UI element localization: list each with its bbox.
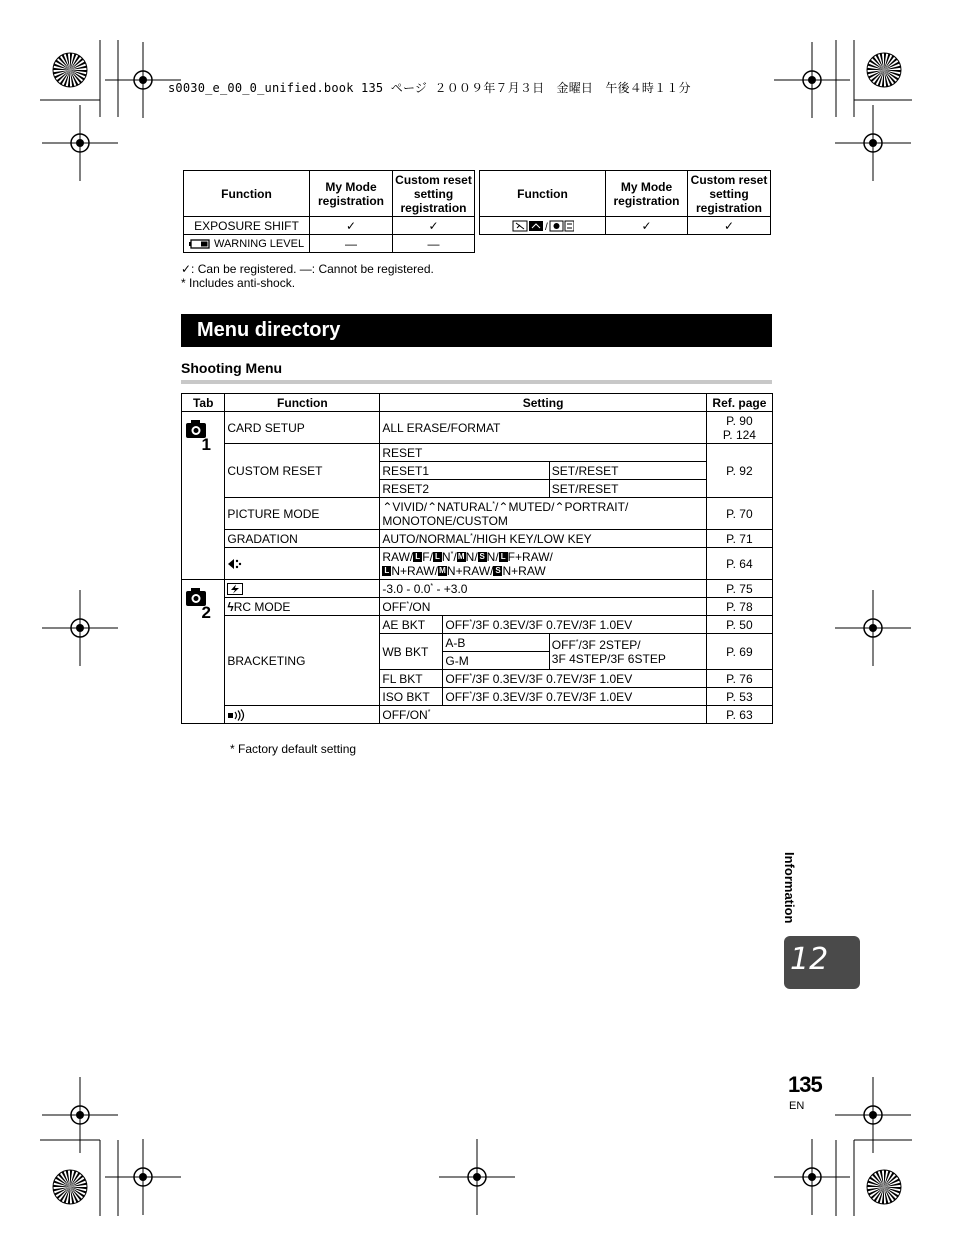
ref-cell: P. 63 bbox=[706, 706, 772, 724]
flash-icon: ϟ bbox=[227, 599, 234, 614]
setting-cell: OFF*/ON bbox=[380, 598, 706, 616]
ref-cell: P. 70 bbox=[706, 498, 772, 530]
setting-cell: AE BKT bbox=[380, 616, 443, 634]
side-label: Information bbox=[782, 852, 797, 924]
large-icon: L bbox=[499, 552, 508, 562]
my-mode-cell: ✓ bbox=[606, 217, 688, 235]
registration-table-left bbox=[183, 170, 475, 253]
ref-cell: P. 76 bbox=[706, 670, 772, 688]
function-record-mode bbox=[225, 548, 380, 580]
function-picture-mode: PICTURE MODE bbox=[225, 498, 380, 530]
table-row bbox=[480, 217, 771, 235]
function-bracketing: BRACKETING bbox=[225, 616, 380, 706]
medium-icon: M bbox=[457, 552, 465, 562]
setting-cell: G-M bbox=[443, 652, 549, 670]
registration-table-right bbox=[479, 170, 771, 235]
crosshair-dot bbox=[869, 1111, 877, 1119]
function-card-setup: CARD SETUP bbox=[225, 412, 380, 444]
custom-cell: — bbox=[393, 235, 475, 253]
setting-cell: RESET1 bbox=[380, 462, 549, 480]
setting-cell: FL BKT bbox=[380, 670, 443, 688]
tab-shooting-2 bbox=[182, 580, 225, 724]
legend-note: ✓: Can be registered. —: Cannot be registered. bbox=[181, 262, 434, 276]
small-icon: S bbox=[495, 566, 501, 576]
record-mode-icon bbox=[227, 558, 243, 570]
ref-cell: P. 90 P. 124 bbox=[706, 412, 772, 444]
setting-cell: OFF*/3F 2STEP/ 3F 4STEP/3F 6STEP bbox=[549, 634, 706, 670]
ref-cell: P. 78 bbox=[706, 598, 772, 616]
function-custom-reset: CUSTOM RESET bbox=[225, 444, 380, 498]
battery-icon bbox=[189, 239, 211, 249]
custom-cell: ✓ bbox=[688, 217, 771, 235]
picmode-4-icon: ⌃ bbox=[554, 499, 565, 514]
table-row bbox=[182, 412, 773, 444]
large-icon: L bbox=[382, 566, 391, 576]
section-title: Menu directory bbox=[197, 319, 341, 341]
setting-cell: RESET2 bbox=[380, 480, 549, 498]
crosshair-dot bbox=[869, 139, 877, 147]
chapter-number: 12 bbox=[790, 942, 829, 977]
setting-cell: A-B bbox=[443, 634, 549, 652]
col-setting: Setting bbox=[380, 394, 706, 412]
medium-icon: M bbox=[439, 566, 446, 576]
file-header-line: s0030_e_00_0_unified.book 135 ページ ２００９年７月３日 金曜日 午後４時１１分 bbox=[168, 81, 691, 95]
setting-cell: OFF*/3F 0.3EV/3F 0.7EV/3F 1.0EV bbox=[443, 688, 706, 706]
setting-cell: SET/RESET bbox=[549, 480, 706, 498]
subsection-title: Shooting Menu bbox=[181, 360, 283, 376]
picmode-3-icon: ⌃ bbox=[498, 499, 509, 514]
tab-shooting-1 bbox=[182, 412, 225, 580]
table-row bbox=[182, 530, 773, 548]
setting-cell: OFF/ON* bbox=[380, 706, 706, 724]
table-row bbox=[182, 580, 773, 598]
setting-cell: AUTO/NORMAL*/HIGH KEY/LOW KEY bbox=[380, 530, 706, 548]
chapter-tab bbox=[784, 936, 860, 989]
col-function: Function bbox=[480, 171, 606, 217]
ref-cell: P. 71 bbox=[706, 530, 772, 548]
table-row bbox=[184, 235, 475, 253]
picmode-1-icon: ⌃ bbox=[382, 499, 393, 514]
crosshair-dot bbox=[139, 1173, 147, 1181]
crosshair-dot bbox=[869, 624, 877, 632]
setting-cell: WB BKT bbox=[380, 634, 443, 670]
table-row bbox=[182, 444, 773, 462]
ref-cell: P. 75 bbox=[706, 580, 772, 598]
col-ref-page: Ref. page bbox=[706, 394, 772, 412]
custom-cell: ✓ bbox=[393, 217, 475, 235]
setting-cell: -3.0 - 0.0* - +3.0 bbox=[380, 580, 706, 598]
function-cell bbox=[184, 235, 310, 253]
setting-cell: OFF*/3F 0.3EV/3F 0.7EV/3F 1.0EV bbox=[443, 616, 706, 634]
beep-icon bbox=[227, 709, 245, 721]
setting-cell: ISO BKT bbox=[380, 688, 443, 706]
large-icon: L bbox=[433, 552, 442, 562]
ref-cell: P. 53 bbox=[706, 688, 772, 706]
col-my-mode: My Mode registration bbox=[310, 171, 393, 217]
table-row bbox=[182, 498, 773, 530]
setting-cell: OFF*/3F 0.3EV/3F 0.7EV/3F 1.0EV bbox=[443, 670, 706, 688]
function-beep bbox=[225, 706, 380, 724]
shooting-menu-table bbox=[181, 393, 773, 724]
table-row bbox=[182, 598, 773, 616]
setting-cell: SET/RESET bbox=[549, 462, 706, 480]
ref-cell: P. 50 bbox=[706, 616, 772, 634]
small-icon: S bbox=[479, 552, 485, 562]
ref-cell: P. 92 bbox=[706, 444, 772, 498]
tab-number: 1 bbox=[201, 435, 211, 454]
col-function: Function bbox=[184, 171, 310, 217]
table-row bbox=[182, 616, 773, 634]
my-mode-cell: ✓ bbox=[310, 217, 393, 235]
large-icon: L bbox=[413, 552, 422, 562]
subsection-rule bbox=[181, 380, 772, 384]
setting-cell: ⌃VIVID/⌃NATURAL*/⌃MUTED/⌃PORTRAIT/ MONOTONE/CUSTOM bbox=[380, 498, 706, 530]
ref-cell: P. 64 bbox=[706, 548, 772, 580]
function-rc-mode: ϟRC MODE bbox=[225, 598, 380, 616]
antishock-icons bbox=[512, 220, 574, 232]
setting-cell: RAW/ L F/ L N*/MN/ S N/ L F+RAW/ L N+RAW/MN+RAW/ S N+RAW bbox=[380, 548, 706, 580]
col-tab: Tab bbox=[182, 394, 225, 412]
col-my-mode: My Mode registration bbox=[606, 171, 688, 217]
picmode-2-icon: ⌃ bbox=[427, 499, 438, 514]
table-row bbox=[184, 217, 475, 235]
crosshair-dot bbox=[76, 1111, 84, 1119]
setting-cell: RESET bbox=[380, 444, 706, 462]
crosshair-dot bbox=[808, 1173, 816, 1181]
page-language: EN bbox=[789, 1100, 805, 1112]
warning-level-label: WARNING LEVEL bbox=[214, 237, 305, 250]
crosshair-dot bbox=[139, 76, 147, 84]
menu-directory-bar bbox=[181, 314, 772, 347]
tab-number: 2 bbox=[201, 603, 211, 622]
function-gradation: GRADATION bbox=[225, 530, 380, 548]
crosshair-dot bbox=[808, 76, 816, 84]
ref-cell: P. 69 bbox=[706, 634, 772, 670]
col-custom-reset: Custom reset setting registration bbox=[393, 171, 475, 217]
table-row bbox=[182, 706, 773, 724]
col-custom-reset: Custom reset setting registration bbox=[688, 171, 771, 217]
crosshair-dot bbox=[76, 624, 84, 632]
col-function: Function bbox=[225, 394, 380, 412]
page-number: 135 bbox=[788, 1072, 822, 1097]
crosshair-dot bbox=[473, 1173, 481, 1181]
setting-cell: ALL ERASE/FORMAT bbox=[380, 412, 706, 444]
function-cell: EXPOSURE SHIFT bbox=[184, 217, 310, 235]
crosshair-dot bbox=[76, 139, 84, 147]
footnote: * Factory default setting bbox=[230, 742, 357, 756]
my-mode-cell: — bbox=[310, 235, 393, 253]
table-row bbox=[182, 548, 773, 580]
function-flash-comp bbox=[225, 580, 380, 598]
function-cell bbox=[480, 217, 606, 235]
flash-compensation-icon bbox=[227, 583, 243, 595]
svg-text:/: / bbox=[544, 222, 548, 233]
antishock-note: * Includes anti-shock. bbox=[181, 276, 296, 290]
